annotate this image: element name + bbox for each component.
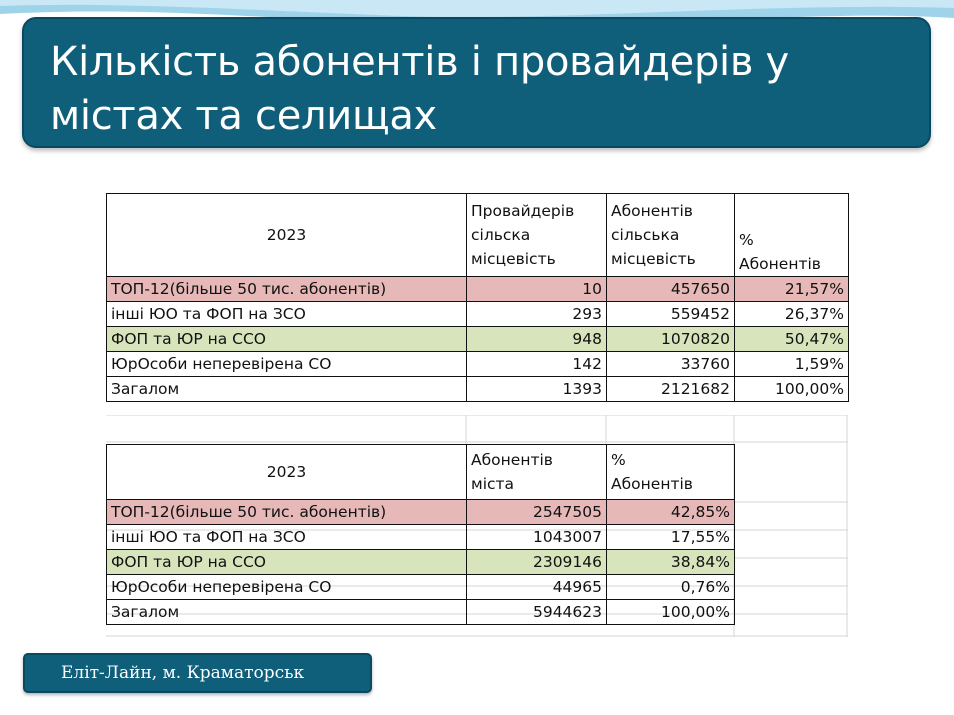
row-label: Загалом	[107, 377, 467, 402]
table-row	[107, 575, 735, 600]
percent-cell: 38,84%	[607, 550, 735, 575]
table-header-row	[107, 194, 849, 277]
row-label: ТОП-12(більше 50 тис. абонентів)	[107, 500, 467, 525]
providers-rural-header: Провайдерів сільска місцевість	[467, 194, 607, 277]
subscribers-cell: 2121682	[607, 377, 735, 402]
table-row	[107, 352, 849, 377]
subscribers-cell: 33760	[607, 352, 735, 377]
year-header: 2023	[107, 194, 467, 277]
rural-subscribers-table	[106, 193, 849, 402]
city-subscribers-table	[106, 444, 735, 625]
percent-cell: 100,00%	[735, 377, 849, 402]
subscribers-rural-header: Абонентів сільська місцевість	[607, 194, 735, 277]
providers-cell: 1393	[467, 377, 607, 402]
year-header: 2023	[107, 445, 467, 500]
subscribers-cell: 2547505	[467, 500, 607, 525]
table-row	[107, 550, 735, 575]
percent-rural-header: % Абонентів	[735, 194, 849, 277]
table-row	[107, 327, 849, 352]
percent-cell: 50,47%	[735, 327, 849, 352]
subscribers-cell: 5944623	[467, 600, 607, 625]
percent-cell: 21,57%	[735, 277, 849, 302]
providers-cell: 10	[467, 277, 607, 302]
table-total-row	[107, 377, 849, 402]
table-row	[107, 525, 735, 550]
row-label: ТОП-12(більше 50 тис. абонентів)	[107, 277, 467, 302]
percent-cell: 42,85%	[607, 500, 735, 525]
percent-cell: 100,00%	[607, 600, 735, 625]
table-total-row	[107, 600, 735, 625]
percent-cell: 0,76%	[607, 575, 735, 600]
subscribers-cell: 457650	[607, 277, 735, 302]
row-label: Загалом	[107, 600, 467, 625]
table-header-row	[107, 445, 735, 500]
subscribers-cell: 1070820	[607, 327, 735, 352]
slide-title-box	[22, 17, 931, 148]
providers-cell: 142	[467, 352, 607, 377]
subscribers-cell: 559452	[607, 302, 735, 327]
row-label: ЮрОсоби неперевірена СО	[107, 575, 467, 600]
subscribers-cell: 44965	[467, 575, 607, 600]
table-row	[107, 302, 849, 327]
providers-cell: 948	[467, 327, 607, 352]
subscribers-city-header: Абонентів міста	[467, 445, 607, 500]
subscribers-cell: 1043007	[467, 525, 607, 550]
row-label: інші ЮО та ФОП на ЗСО	[107, 525, 467, 550]
percent-cell: 17,55%	[607, 525, 735, 550]
percent-cell: 26,37%	[735, 302, 849, 327]
row-label: ФОП та ЮР на ССО	[107, 327, 467, 352]
providers-cell: 293	[467, 302, 607, 327]
row-label: інші ЮО та ФОП на ЗСО	[107, 302, 467, 327]
table-row	[107, 277, 849, 302]
row-label: ФОП та ЮР на ССО	[107, 550, 467, 575]
subscribers-cell: 2309146	[467, 550, 607, 575]
footer-company-label: Еліт-Лайн, м. Краматорськ	[23, 653, 372, 693]
row-label: ЮрОсоби неперевірена СО	[107, 352, 467, 377]
percent-cell: 1,59%	[735, 352, 849, 377]
slide-title-line-1: Кількість абонентів і провайдерів у	[50, 39, 789, 85]
table-row	[107, 500, 735, 525]
slide-title-line-2: містах та селищах	[50, 93, 437, 139]
percent-city-header: % Абонентів	[607, 445, 735, 500]
